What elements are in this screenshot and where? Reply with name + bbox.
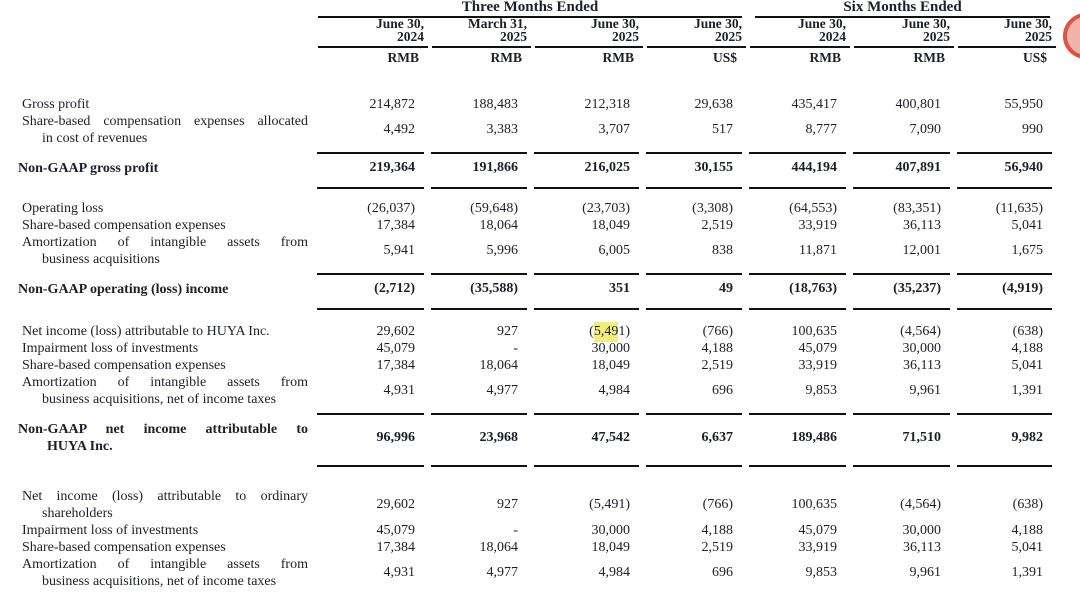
- value-cell: 100,635: [791, 323, 837, 339]
- value-cell: (5,491): [589, 497, 630, 512]
- value-cell: -: [513, 340, 518, 356]
- row-label-text: Impairment loss of investments: [22, 341, 199, 356]
- value-cell: 188,483: [472, 96, 518, 112]
- row-label: [0, 323, 316, 340]
- table-row-sbc-cost-of-revenues: [0, 113, 1080, 147]
- value-cell: 9,853: [805, 565, 837, 580]
- value-cell: (83,351): [893, 200, 941, 216]
- table-rule: [0, 147, 1080, 154]
- table-row-impairment-loss: [0, 340, 1080, 357]
- table-row-amortization-net-of-tax: [0, 374, 1080, 408]
- currency-label: US$: [1022, 50, 1047, 65]
- highlighted-value: 5,49: [594, 322, 619, 342]
- row-label-text: shareholders: [42, 506, 113, 521]
- rule-segment: [853, 301, 950, 310]
- value-cell: 56,940: [1004, 160, 1043, 175]
- value-cell: 4,188: [1011, 522, 1043, 538]
- date-line: 2024: [819, 29, 846, 44]
- value-cell: (35,237): [893, 281, 941, 296]
- date-line: 2025: [715, 29, 742, 44]
- value-cell: 29,602: [376, 497, 415, 512]
- rule-segment: [431, 266, 527, 275]
- table-row-non-gaap-operating-income: [0, 275, 1080, 303]
- date-line: June 30,: [693, 16, 742, 31]
- rule-segment: [646, 180, 742, 189]
- rule-segment: [749, 266, 846, 275]
- value-cell: 407,891: [895, 160, 941, 175]
- value-cell: 55,950: [1004, 96, 1043, 112]
- rule-segment: [957, 145, 1052, 154]
- rule-segment: [957, 301, 1052, 310]
- column-header: [854, 17, 954, 48]
- table-rule: [0, 182, 1080, 189]
- value-cell: 212,318: [584, 96, 630, 112]
- date-line: 2025: [1025, 29, 1052, 44]
- row-label-text: Share-based compensation expenses: [22, 218, 226, 233]
- row-label: [0, 374, 316, 408]
- value-cell: 18,049: [591, 217, 630, 233]
- row-label: [0, 340, 316, 357]
- value-cell: 30,000: [902, 522, 941, 538]
- rule-segment: [534, 406, 639, 415]
- date-line: June 30,: [1003, 16, 1052, 31]
- rule-segment: [749, 406, 846, 415]
- rule-segment: [646, 266, 742, 275]
- value-cell: 5,996: [486, 243, 518, 258]
- row-label-text: Non-GAAP gross profit: [18, 160, 159, 176]
- value-cell: 435,417: [791, 96, 837, 112]
- date-line: June 30,: [375, 16, 424, 31]
- row-label-text: Amortization of intangible assets from: [22, 557, 308, 572]
- value-cell: (4,564): [900, 323, 941, 339]
- row-label: [0, 160, 316, 177]
- value-cell: (35,588): [470, 281, 518, 296]
- value-cell: 9,853: [805, 383, 837, 398]
- rule-segment: [853, 180, 950, 189]
- rule-segment: [646, 406, 742, 415]
- date-line: 2024: [397, 29, 424, 44]
- row-label-text: in cost of revenues: [42, 131, 148, 146]
- value-cell: 33,919: [798, 539, 837, 555]
- date-header-row: [0, 17, 1080, 46]
- date-line: June 30,: [590, 16, 639, 31]
- row-label: [0, 357, 316, 374]
- value-cell: 2,519: [701, 539, 733, 555]
- value-cell: 3,383: [486, 122, 518, 137]
- value-cell: 4,188: [701, 340, 733, 356]
- rule-segment: [317, 266, 424, 275]
- rule-segment: [317, 458, 424, 467]
- value-cell: 838: [712, 243, 733, 258]
- value-cell: 4,188: [701, 522, 733, 538]
- value-cell: 216,025: [584, 160, 630, 175]
- column-header: [535, 17, 643, 48]
- value-cell: 30,000: [902, 340, 941, 356]
- row-label-text: Gross profit: [22, 97, 90, 112]
- value-cell: 189,486: [791, 429, 837, 445]
- row-label-text: Operating loss: [22, 201, 104, 216]
- row-label: [0, 234, 316, 268]
- value-cell: 29,638: [694, 96, 733, 112]
- row-label: [0, 113, 316, 147]
- row-label-text: Share-based compensation expenses allocated: [22, 114, 308, 129]
- value-cell: 990: [1022, 122, 1043, 137]
- value-cell: 219,364: [369, 160, 415, 175]
- value-cell: 6,637: [701, 429, 733, 445]
- value-cell: 214,872: [369, 96, 415, 112]
- value-cell: 45,079: [376, 522, 415, 538]
- value-cell: 49: [719, 281, 733, 296]
- value-cell: 30,000: [591, 340, 630, 356]
- value-cell: 4,977: [486, 565, 518, 580]
- value-cell: 3,707: [598, 122, 630, 137]
- group-three-months-ended: Three Months Ended: [318, 0, 742, 18]
- column-header: [958, 17, 1056, 48]
- rule-segment: [534, 180, 639, 189]
- value-cell: 2,519: [701, 217, 733, 233]
- value-cell: 33,919: [798, 357, 837, 373]
- rule-segment: [534, 301, 639, 310]
- row-label: [0, 421, 316, 455]
- row-label: [0, 217, 316, 234]
- value-cell: 17,384: [376, 357, 415, 373]
- table-row-sbc-expenses: [0, 539, 1080, 556]
- table-row-non-gaap-net-income: [0, 415, 1080, 460]
- table-row-net-income-huya: [0, 323, 1080, 340]
- value-cell: (638): [1012, 497, 1043, 512]
- row-label-text: Non-GAAP operating (loss) income: [18, 281, 229, 297]
- value-cell: 351: [609, 281, 630, 296]
- value-cell: (766): [702, 497, 733, 512]
- table-row-net-income-ordinary-shareholders: [0, 488, 1080, 522]
- table-row-non-gaap-gross-profit: [0, 154, 1080, 182]
- value-cell: 36,113: [903, 217, 941, 233]
- value-cell: 30,155: [694, 160, 733, 175]
- value-cell: 8,777: [805, 122, 837, 137]
- value-cell: (26,037): [367, 200, 415, 216]
- value-cell: 23,968: [479, 429, 518, 445]
- value-cell: 517: [712, 122, 733, 137]
- value-cell: 4,492: [383, 122, 415, 137]
- value-cell: 17,384: [376, 539, 415, 555]
- rule-segment: [957, 266, 1052, 275]
- value-cell: 5,941: [383, 243, 415, 258]
- currency-label: RMB: [387, 50, 419, 65]
- date-line: 2025: [612, 29, 639, 44]
- column-group-header: [0, 0, 1080, 17]
- value-cell: (638): [1012, 323, 1043, 339]
- row-label: [0, 539, 316, 556]
- row-label-text: business acquisitions: [42, 252, 160, 267]
- row-label: [0, 488, 316, 522]
- table-rule: [0, 268, 1080, 275]
- table-row-amortization-net-of-tax: [0, 556, 1080, 590]
- row-label-text: Net income (loss) attributable to HUYA Inc.: [22, 324, 270, 339]
- value-cell: (23,703): [582, 200, 630, 216]
- value-cell: 2,519: [701, 357, 733, 373]
- rule-segment: [957, 406, 1052, 415]
- value-cell: 7,090: [909, 122, 941, 137]
- row-label: [0, 556, 316, 590]
- value-cell: 4,977: [486, 383, 518, 398]
- row-label-text: HUYA Inc.: [47, 438, 113, 454]
- rule-segment: [646, 301, 742, 310]
- date-line: June 30,: [901, 16, 950, 31]
- rule-segment: [431, 301, 527, 310]
- table-row-amortization: [0, 234, 1080, 268]
- value-text: 1): [618, 323, 630, 339]
- value-cell: 400,801: [895, 96, 941, 112]
- value-cell: (18,763): [789, 281, 837, 296]
- currency-label: RMB: [490, 50, 522, 65]
- value-cell: 18,064: [479, 217, 518, 233]
- rule-segment: [646, 145, 742, 154]
- currency-header-row: [0, 46, 1080, 72]
- rule-segment: [853, 406, 950, 415]
- row-label-text: Net income (loss) attributable to ordinary: [22, 489, 308, 504]
- value-cell: 11,871: [799, 243, 837, 258]
- table-row-sbc-expenses: [0, 357, 1080, 374]
- rule-segment: [957, 458, 1052, 467]
- table-row-gross-profit: [0, 96, 1080, 113]
- row-label: [0, 200, 316, 217]
- value-cell: 17,384: [376, 217, 415, 233]
- rule-segment: [749, 145, 846, 154]
- value-cell: 36,113: [903, 539, 941, 555]
- value-cell: 444,194: [791, 160, 837, 175]
- table-row-sbc-expenses: [0, 217, 1080, 234]
- value-cell: 9,961: [909, 383, 941, 398]
- value-cell: 927: [497, 497, 518, 512]
- rule-segment: [749, 458, 846, 467]
- row-label-text: Share-based compensation expenses: [22, 540, 226, 555]
- table-row-impairment-loss: [0, 522, 1080, 539]
- value-cell: 18,049: [591, 539, 630, 555]
- value-cell: 4,984: [598, 565, 630, 580]
- value-cell: 6,005: [598, 243, 630, 258]
- value-cell: (64,553): [789, 200, 837, 216]
- rule-segment: [431, 458, 527, 467]
- rule-segment: [957, 180, 1052, 189]
- value-cell: 4,931: [383, 565, 415, 580]
- value-cell: 9,982: [1011, 429, 1043, 445]
- row-label-text: Amortization of intangible assets from: [22, 235, 308, 250]
- value-cell: 927: [497, 323, 518, 339]
- value-cell: 191,866: [472, 160, 518, 175]
- currency-label: US$: [712, 50, 737, 65]
- value-cell: 12,001: [902, 243, 941, 258]
- row-label: [0, 96, 316, 113]
- value-cell: 45,079: [798, 340, 837, 356]
- value-cell: 5,041: [1011, 217, 1043, 233]
- value-cell: 18,049: [591, 357, 630, 373]
- row-label-text: business acquisitions, net of income taxes: [42, 574, 277, 589]
- date-line: 2025: [500, 29, 527, 44]
- row-label: [0, 522, 316, 539]
- column-header: [750, 17, 850, 48]
- column-header: [432, 17, 531, 48]
- rule-segment: [749, 301, 846, 310]
- row-label-text: Impairment loss of investments: [22, 523, 199, 538]
- value-cell: 1,391: [1011, 565, 1043, 580]
- value-cell: (3,308): [692, 200, 733, 216]
- rule-segment: [534, 266, 639, 275]
- value-cell: (59,648): [470, 200, 518, 216]
- value-cell: (4,564): [900, 497, 941, 512]
- value-cell: -: [513, 522, 518, 538]
- currency-label: RMB: [809, 50, 841, 65]
- rule-segment: [534, 145, 639, 154]
- value-cell: 47,542: [591, 429, 630, 445]
- value-cell: 33,919: [798, 217, 837, 233]
- rule-segment: [317, 145, 424, 154]
- rule-segment: [317, 180, 424, 189]
- table-rule: [0, 460, 1080, 467]
- value-cell: 18,064: [479, 539, 518, 555]
- value-cell: (4,919): [1002, 281, 1043, 296]
- value-cell: 9,961: [909, 565, 941, 580]
- spacer: [0, 72, 1080, 96]
- value-cell: (766): [702, 323, 733, 339]
- rule-segment: [749, 180, 846, 189]
- rule-segment: [317, 406, 424, 415]
- group-six-months-ended: Six Months Ended: [755, 0, 1050, 18]
- rule-segment: [646, 458, 742, 467]
- rule-segment: [317, 301, 424, 310]
- value-cell: 71,510: [902, 429, 941, 445]
- value-cell: (2,712): [374, 281, 415, 296]
- table-rule: [0, 408, 1080, 415]
- value-cell: 30,000: [591, 522, 630, 538]
- row-label-text: Share-based compensation expenses: [22, 358, 226, 373]
- value-cell: 18,064: [479, 357, 518, 373]
- value-cell: 696: [712, 565, 733, 580]
- row-label-text: Amortization of intangible assets from: [22, 375, 308, 390]
- date-line: June 30,: [797, 16, 846, 31]
- spacer: [0, 310, 1080, 323]
- value-cell: (11,635): [995, 200, 1043, 216]
- rule-segment: [853, 266, 950, 275]
- date-line: 2025: [923, 29, 950, 44]
- value-text: (: [589, 323, 594, 339]
- row-label-text: Non-GAAP net income attributable to: [18, 421, 308, 437]
- value-cell: 45,079: [798, 522, 837, 538]
- value-cell: 4,931: [383, 383, 415, 398]
- row-label: [0, 281, 316, 298]
- value-cell: 45,079: [376, 340, 415, 356]
- table-rule: [0, 303, 1080, 310]
- value-cell: 696: [712, 383, 733, 398]
- spacer: [0, 467, 1080, 488]
- value-cell: 1,675: [1011, 243, 1043, 258]
- table-row-operating-loss: [0, 200, 1080, 217]
- rule-segment: [534, 458, 639, 467]
- value-cell: 4,984: [598, 383, 630, 398]
- value-cell-highlighted: [533, 324, 645, 340]
- currency-label: RMB: [913, 50, 945, 65]
- currency-label: RMB: [602, 50, 634, 65]
- rule-segment: [431, 180, 527, 189]
- value-cell: 100,635: [791, 497, 837, 512]
- rule-segment: [853, 145, 950, 154]
- rule-segment: [853, 458, 950, 467]
- row-label-text: business acquisitions, net of income taxes: [42, 392, 277, 407]
- value-cell: 96,996: [376, 429, 415, 445]
- spacer: [0, 189, 1080, 200]
- value-cell: 4,188: [1011, 340, 1043, 356]
- column-header: [647, 17, 746, 48]
- rule-segment: [431, 145, 527, 154]
- value-cell: 5,041: [1011, 357, 1043, 373]
- value-cell: 36,113: [903, 357, 941, 373]
- value-cell: 29,602: [376, 323, 415, 339]
- rule-segment: [431, 406, 527, 415]
- value-cell: 5,041: [1011, 539, 1043, 555]
- date-line: March 31,: [468, 16, 527, 31]
- column-header: [318, 17, 428, 48]
- value-cell: 1,391: [1011, 383, 1043, 398]
